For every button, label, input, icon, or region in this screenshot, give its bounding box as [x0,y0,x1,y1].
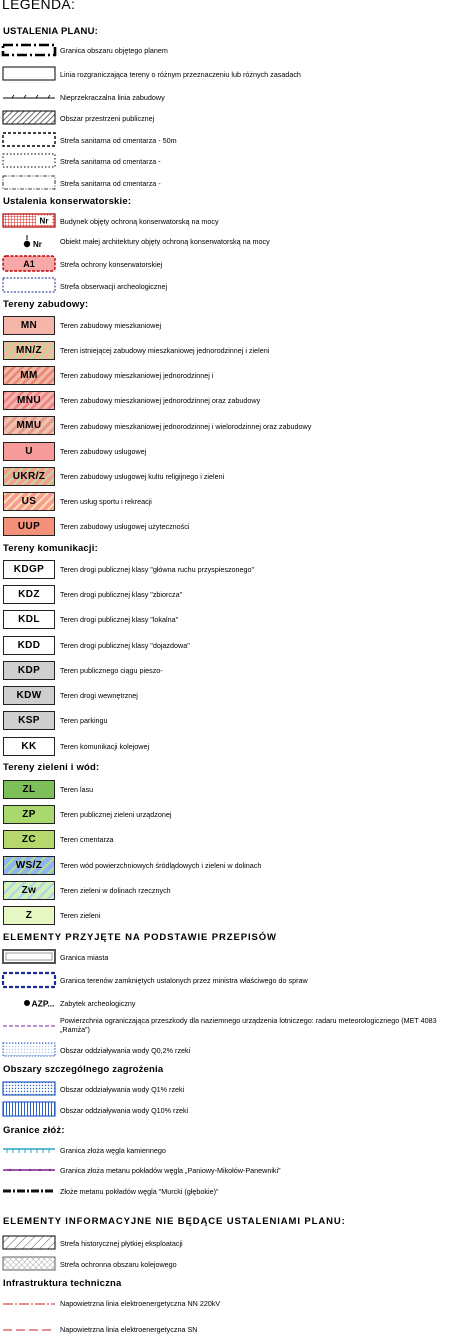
legend-label: Obiekt małej architektury objęty ochroną konserwatorską na mocy [60,237,270,246]
section-konserwatorskie: Ustalenia konserwatorskie: [3,196,132,207]
legend-label: Teren zabudowy usługowej kultu religijnego i zieleni [60,472,225,481]
q1-symbol [2,1081,58,1097]
radar-surface-symbol [2,1023,58,1029]
zone-code-Zw [3,881,55,900]
legend-label: Obszar przestrzeni publicznej [60,114,155,123]
legend-label: Strefa historycznej płytkiej eksploatacji [60,1239,183,1248]
legend-label: Teren zieleni w dolinach rzecznych [60,886,171,895]
legend-label: Obszar oddziaływania wody Q10% rzeki [60,1106,189,1115]
section-infrastruktura: Infrastruktura techniczna [3,1278,122,1289]
legend-label: Linia rozgraniczająca tereny o różnym przeznaczeniu lub różnych zasadach [60,70,301,79]
legend-title: LEGENDA: [2,0,76,12]
section-ustalenia: USTALENIA PLANU: [3,26,99,37]
zone-code-MN: MN [3,316,55,335]
legend-label: Teren zabudowy mieszkaniowej jednorodzinnej oraz zabudowy [60,396,261,405]
legend-label: Teren zabudowy mieszkaniowej jednorodzinnej i [60,371,214,380]
section-zagrozenia: Obszary szczególnego zagrożenia [3,1064,164,1075]
legend-label: Obszar oddziaływania wody Q1% rzeki [60,1085,185,1094]
zone-code-text: US [21,496,37,507]
legend-label: Strefa sanitarna od cmentarza - [60,179,161,188]
section-przepisy: ELEMENTY PRZYJĘTE NA PODSTAWIE PRZEPISÓW [3,932,277,943]
section-informacyjne: ELEMENTY INFORMACYJNE NIE BĘDĄCE USTALENIAMI PLANU: [3,1216,346,1227]
zone-code-KDGP: KDGP [3,560,55,579]
q10-symbol [2,1101,58,1118]
zone-code-text: UKR/Z [12,471,46,482]
legend-label: Teren lasu [60,785,94,794]
small-architecture-symbol [22,234,52,250]
legend-label: Powierzchnia ograniczająca przeszkody dla naziemnego urządzenia lotniczego: radaru meteorologicznego (MET 4083 „Ramża”) [60,1016,437,1034]
legend-label: Złoże metanu pokładów węgla "Murcki (głębokie)" [60,1187,219,1196]
legend-label: Strefa sanitarna od cmentarza - [60,157,161,166]
legend-label: Budynek objęty ochroną konserwatorską na mocy [60,217,219,226]
zone-code-Z: Z [3,906,55,925]
archaeology-zone-symbol [2,277,58,294]
legend-label: Nieprzekraczalna linia zabudowy [60,93,165,102]
plan-boundary-symbol [2,43,58,57]
legend-label: Teren wód powierzchniowych śródlądowych i zieleni w dolinach [60,861,262,870]
zone-code-KDZ: KDZ [3,585,55,604]
public-space-symbol [2,110,58,126]
section-zabudowy: Tereny zabudowy: [3,299,89,310]
archaeological-site-symbol [22,997,62,1009]
conservation-zone-symbol [2,255,58,273]
section-zloza: Granice złóż: [3,1125,65,1136]
zone-code-ZL: ZL [3,780,55,799]
sanitary-zone-2-symbol [2,175,58,191]
protected-building-symbol [2,213,58,229]
murcki-deposit-symbol [2,1187,58,1195]
division-line-symbol [2,66,58,82]
zone-code-KDL: KDL [3,610,55,629]
zone-code-text: MMU [16,420,42,431]
closed-area-symbol [2,972,58,989]
protected-building-code: Nr [39,216,49,226]
zone-code-MN-Z [3,341,55,360]
zone-code-KDD: KDD [3,636,55,655]
methane-deposit-line-symbol [2,1166,58,1174]
zone-code-WS-Z [3,856,55,875]
zone-code-text: WS/Z [15,860,43,871]
legend-label: Teren drogi wewnętrznej [60,691,138,700]
zone-code-US [3,492,55,511]
section-zieleni: Tereny zieleni i wód: [3,762,100,773]
legend-label: Strefa sanitarna od cmentarza - 50m [60,136,177,145]
legend-label: Teren drogi publicznej klasy "lokalna" [60,615,179,624]
sanitary-50m-symbol [2,132,58,148]
legend-label: Granica złoża węgla kamiennego [60,1146,166,1155]
legend-label: Teren zabudowy usługowej użyteczności [60,522,190,531]
sn-line-symbol [2,1326,58,1334]
zone-code-UKR-Z [3,467,55,486]
zone-code-MMU [3,416,55,435]
legend-label: Granica miasta [60,953,109,962]
legend-label: Teren drogi publicznej klasy "zbiorcza" [60,590,183,599]
legend-label: Zabytek archeologiczny [60,999,136,1008]
legend-label: Teren zabudowy usługowej [60,447,147,456]
zone-code-U: U [3,442,55,461]
legend-label: Teren parkingu [60,716,108,725]
legend-label: Napowietrzna linia elektroenergetyczna SN [60,1325,198,1334]
legend-label: Teren publicznego ciągu pieszo- [60,666,163,675]
zone-code-text: Zw [21,885,37,896]
legend-label: Granica złoża metanu pokładów węgla „Paniowy-Mikołów-Panewniki” [60,1166,281,1175]
zone-code-KSP: KSP [3,711,55,730]
building-line-symbol [2,94,58,102]
zone-code-MNU [3,391,55,410]
zone-code-ZP: ZP [3,805,55,824]
legend-label: Granica obszaru objętego planem [60,46,168,55]
q02-symbol [2,1042,58,1058]
legend-label: Teren drogi publicznej klasy "dojazdowa" [60,641,190,650]
legend-label: Obszar oddziaływania wody Q0,2% rzeki [60,1046,191,1055]
coal-deposit-line-symbol [2,1147,58,1155]
legend-label: Teren komunikacji kolejowej [60,742,150,751]
legend-label: Strefa ochronna obszaru kolejowego [60,1260,177,1269]
section-komunikacji: Tereny komunikacji: [3,543,98,554]
city-boundary-symbol [2,949,58,965]
zone-code-KDP: KDP [3,661,55,680]
archaeological-site-code: AZP... [31,998,55,1009]
legend-label: Teren usług sportu i rekreacji [60,497,152,506]
zone-code-text: MNU [17,395,41,406]
legend-label: Granica terenów zamkniętych ustalonych przez ministra właściwego do spraw [60,976,308,985]
sanitary-zone-symbol [2,153,58,169]
legend-label: Teren zieleni [60,911,101,920]
legend-label: Teren drogi publicznej klasy "główna ruchu przyspieszonego" [60,565,255,574]
zone-code-MM [3,366,55,385]
legend-label: Teren cmentarza [60,835,114,844]
shallow-mining-symbol [2,1235,58,1251]
legend-label: Teren zabudowy mieszkaniowej jednorodzinnej i wielorodzinnej oraz zabudowy [60,422,312,431]
nn220-line-symbol [2,1300,58,1308]
legend-label: Teren publicznej zieleni urządzonej [60,810,172,819]
small-architecture-code: Nr [33,240,42,249]
legend-label: Teren istniejącej zabudowy mieszkaniowej jednorodzinnej i zieleni [60,346,270,355]
legend-label: Teren zabudowy mieszkaniowej [60,321,162,330]
legend-label: Napowietrzna linia elektroenergetyczna NN 220kV [60,1299,221,1308]
zone-code-KK: KK [3,737,55,756]
zone-code-text: MN/Z [15,345,43,356]
zone-code-text: MM [20,370,38,381]
conservation-zone-code: A1 [23,259,35,269]
zone-code-UUP: UUP [3,517,55,536]
zone-code-KDW: KDW [3,686,55,705]
zone-code-ZC: ZC [3,830,55,849]
railway-buffer-symbol [2,1256,58,1272]
legend-label: Strefa obserwacji archeologicznej [60,282,168,291]
legend-label: Strefa ochrony konserwatorskiej [60,260,163,269]
